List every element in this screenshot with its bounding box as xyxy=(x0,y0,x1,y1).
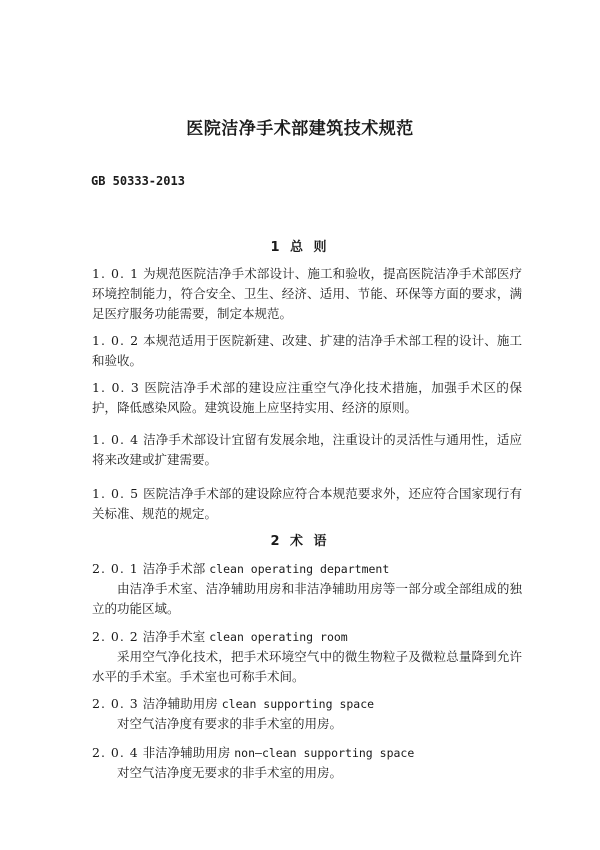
term-number: 2. 0. 2 xyxy=(92,629,139,644)
clause-1-0-1 xyxy=(92,264,522,324)
term-english: clean operating department xyxy=(209,562,390,576)
clause-text: 本规范适用于医院新建、改建、扩建的洁净手术部工程的设计、施工和验收。 xyxy=(92,333,522,368)
clause-1-0-2 xyxy=(92,331,522,371)
clause-number: 1. 0. 5 xyxy=(92,486,140,501)
term-2-0-3 xyxy=(92,694,522,734)
term-english: clean operating room xyxy=(209,630,348,644)
term-number: 2. 0. 4 xyxy=(92,745,139,760)
term-name: 洁净手术部 xyxy=(142,561,206,576)
term-english: non—clean supporting space xyxy=(234,746,415,760)
term-name: 非洁净辅助用房 xyxy=(142,745,231,760)
clause-text: 洁净手术部设计宜留有发展余地，注重设计的灵活性与通用性，适应将来改建或扩建需要。 xyxy=(92,432,522,467)
chapter-2-heading: 2 术 语 xyxy=(270,534,330,549)
term-number: 2. 0. 1 xyxy=(92,561,139,576)
standard-code: GB 50333-2013 xyxy=(91,174,185,188)
term-definition: 对空气洁净度有要求的非手术室的用房。 xyxy=(117,716,343,731)
clause-number: 1. 0. 3 xyxy=(92,380,140,395)
term-name: 洁净辅助用房 xyxy=(142,696,218,711)
clause-number: 1. 0. 2 xyxy=(92,333,140,348)
term-number: 2. 0. 3 xyxy=(92,696,139,711)
term-english: clean supporting space xyxy=(221,697,375,711)
page-title: 医院洁净手术部建筑技术规范 xyxy=(186,119,414,139)
term-definition: 对空气洁净度无要求的非手术室的用房。 xyxy=(117,765,343,780)
clause-text: 医院洁净手术部的建设除应符合本规范要求外，还应符合国家现行有关标准、规范的规定。 xyxy=(92,486,522,521)
clause-number: 1. 0. 1 xyxy=(92,266,140,281)
term-definition: 采用空气净化技术，把手术环境空气中的微生物粒子及微粒总量降到允许水平的手术室。手术室也可称手术间。 xyxy=(92,649,522,684)
chapter-1-heading: 1 总 则 xyxy=(270,240,330,255)
clause-1-0-3 xyxy=(92,378,522,418)
clause-1-0-5 xyxy=(92,484,522,524)
term-2-0-4 xyxy=(92,743,522,783)
term-2-0-1 xyxy=(92,559,522,619)
term-definition: 由洁净手术室、洁净辅助用房和非洁净辅助用房等一部分或全部组成的独立的功能区域。 xyxy=(92,581,522,616)
clause-1-0-4 xyxy=(92,430,522,470)
term-2-0-2 xyxy=(92,627,522,687)
clause-text: 为规范医院洁净手术部设计、施工和验收，提高医院洁净手术部医疗环境控制能力，符合安全、卫生、经济、适用、节能、环保等方面的要求，满足医疗服务功能需要，制定本规范。 xyxy=(92,266,522,321)
term-name: 洁净手术室 xyxy=(142,629,206,644)
clause-text: 医院洁净手术部的建设应注重空气净化技术措施，加强手术区的保护，降低感染风险。建筑设施上应坚持实用、经济的原则。 xyxy=(92,380,522,415)
clause-number: 1. 0. 4 xyxy=(92,432,140,447)
